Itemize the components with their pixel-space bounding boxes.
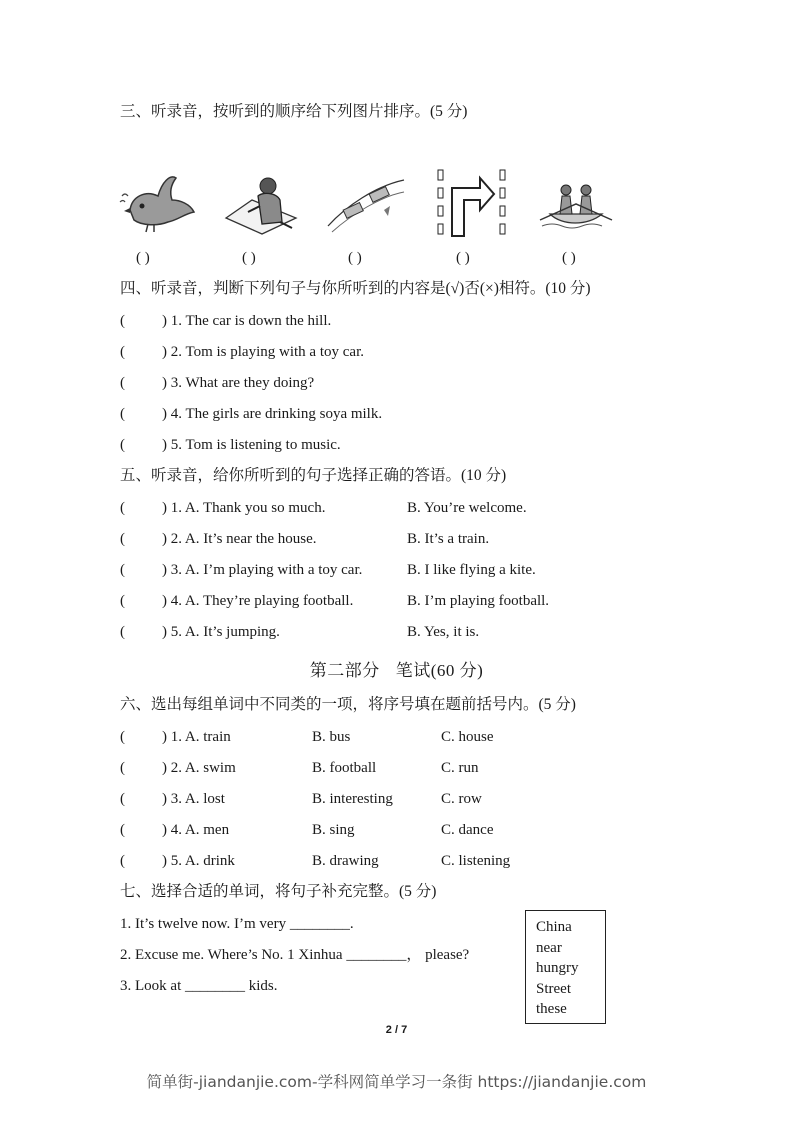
section5-title: 五、听录音，给你所听到的句子选择正确的答语。(10 分) xyxy=(120,467,507,484)
fill-sentence[interactable]: 2. Excuse me. Where’s No. 1 Xinhua ________， please? xyxy=(120,947,470,963)
list-item xyxy=(120,591,550,611)
rowing-boat-icon xyxy=(536,166,616,242)
turn-right-sign-icon xyxy=(430,166,510,242)
answer-blank[interactable]: ( xyxy=(120,822,125,838)
section3-title: 三、听录音，按听到的顺序给下列图片排序。(5 分) xyxy=(120,103,468,120)
option-b: B. Yes, it is. xyxy=(407,624,480,640)
option-b: B. drawing xyxy=(312,853,379,869)
option-a: ) 3. A. lost xyxy=(162,791,225,807)
picture-answer-blank[interactable]: ( ) xyxy=(348,250,362,266)
part2-score: 笔试(60 分) xyxy=(395,661,484,680)
question-text: ) 5. Tom is listening to music. xyxy=(162,437,341,453)
girl-drawing-icon xyxy=(222,166,302,242)
option-c: C. dance xyxy=(441,822,494,838)
list-item xyxy=(120,622,480,642)
option-a: ) 5. A. drink xyxy=(162,853,235,869)
fill-sentence[interactable]: 1. It’s twelve now. I’m very ________. xyxy=(120,916,354,932)
option-b: B. It’s a train. xyxy=(407,531,490,547)
answer-blank[interactable]: ( xyxy=(120,624,125,640)
answer-blank[interactable]: ( xyxy=(120,729,125,745)
section4-title: 四、听录音，判断下列句子与你所听到的内容是(√)否(×)相符。(10 分) xyxy=(120,280,591,297)
answer-blank[interactable]: ( xyxy=(120,791,125,807)
section7-title: 七、选择合适的单词，将句子补充完整。(5 分) xyxy=(120,883,437,900)
bus-hill-icon xyxy=(326,166,406,242)
option-c: C. listening xyxy=(441,853,511,869)
part2-title xyxy=(0,656,793,681)
answer-blank[interactable]: ( xyxy=(120,344,125,360)
question-text: ) 2. Tom is playing with a toy car. xyxy=(162,344,364,360)
option-a: ) 4. A. men xyxy=(162,822,230,838)
word-bank-item: China xyxy=(536,919,572,935)
picture-answer-blank[interactable]: ( ) xyxy=(136,250,150,266)
list-item xyxy=(120,435,341,455)
question-text: ) 4. The girls are drinking soya milk. xyxy=(162,406,383,422)
answer-blank[interactable]: ( xyxy=(120,375,125,391)
answer-blank[interactable]: ( xyxy=(120,853,125,869)
list-item xyxy=(120,789,482,809)
list-item xyxy=(120,498,527,518)
answer-blank[interactable]: ( xyxy=(120,531,125,547)
section6-title: 六、选出每组单词中不同类的一项，将序号填在题前括号内。(5 分) xyxy=(120,696,576,713)
option-b: B. I’m playing football. xyxy=(407,593,550,609)
list-item xyxy=(120,851,511,871)
word-bank-item: near xyxy=(536,939,562,956)
page-number: 2 / 7 xyxy=(385,1024,408,1036)
option-a: ) 3. A. I’m playing with a toy car. xyxy=(162,562,363,578)
answer-blank[interactable]: ( xyxy=(120,313,125,329)
question-text: ) 1. The car is down the hill. xyxy=(162,313,332,329)
list-item xyxy=(120,758,479,778)
option-c: C. row xyxy=(441,791,482,807)
list-item xyxy=(120,311,331,331)
option-a: ) 2. A. swim xyxy=(162,760,236,776)
list-item xyxy=(120,404,382,424)
option-a: ) 1. A. Thank you so much. xyxy=(162,500,326,516)
list-item xyxy=(120,727,494,747)
fill-sentence[interactable]: 3. Look at ________ kids. xyxy=(120,978,278,994)
option-a: ) 2. A. It’s near the house. xyxy=(162,531,317,547)
option-b: B. I like flying a kite. xyxy=(407,562,536,578)
list-item xyxy=(120,820,494,840)
option-c: C. house xyxy=(441,729,494,745)
answer-blank[interactable]: ( xyxy=(120,562,125,578)
list-item xyxy=(120,342,364,362)
list-item xyxy=(120,373,314,393)
bird-icon xyxy=(118,166,198,242)
list-item xyxy=(120,529,490,549)
answer-blank[interactable]: ( xyxy=(120,406,125,422)
option-b: B. football xyxy=(312,760,377,776)
picture-answer-blank[interactable]: ( ) xyxy=(562,250,576,266)
answer-blank[interactable]: ( xyxy=(120,500,125,516)
list-item xyxy=(120,560,536,580)
answer-blank[interactable]: ( xyxy=(120,760,125,776)
option-b: B. You’re welcome. xyxy=(407,500,527,516)
word-bank-box xyxy=(525,910,606,1024)
part2-label: 第二部分 xyxy=(309,661,380,680)
option-a: ) 4. A. They’re playing football. xyxy=(162,593,354,609)
option-b: B. bus xyxy=(312,729,351,745)
question-text: ) 3. What are they doing? xyxy=(162,375,315,391)
option-a: ) 1. A. train xyxy=(162,729,231,745)
word-bank-item: these xyxy=(536,1001,567,1017)
picture-answer-blank[interactable]: ( ) xyxy=(456,250,470,266)
option-b: B. sing xyxy=(312,822,355,838)
word-bank-item: Street xyxy=(536,980,571,997)
word-bank-item: hungry xyxy=(536,960,579,976)
answer-blank[interactable]: ( xyxy=(120,437,125,453)
option-c: C. run xyxy=(441,760,479,776)
answer-blank[interactable]: ( xyxy=(120,593,125,609)
picture-answer-blank[interactable]: ( ) xyxy=(242,250,256,266)
option-a: ) 5. A. It’s jumping. xyxy=(162,624,280,640)
footer-watermark: 简单街-jiandanjie.com-学科网简单学习一条街 https://jiandanjie.com xyxy=(146,1073,647,1091)
option-b: B. interesting xyxy=(312,791,393,807)
